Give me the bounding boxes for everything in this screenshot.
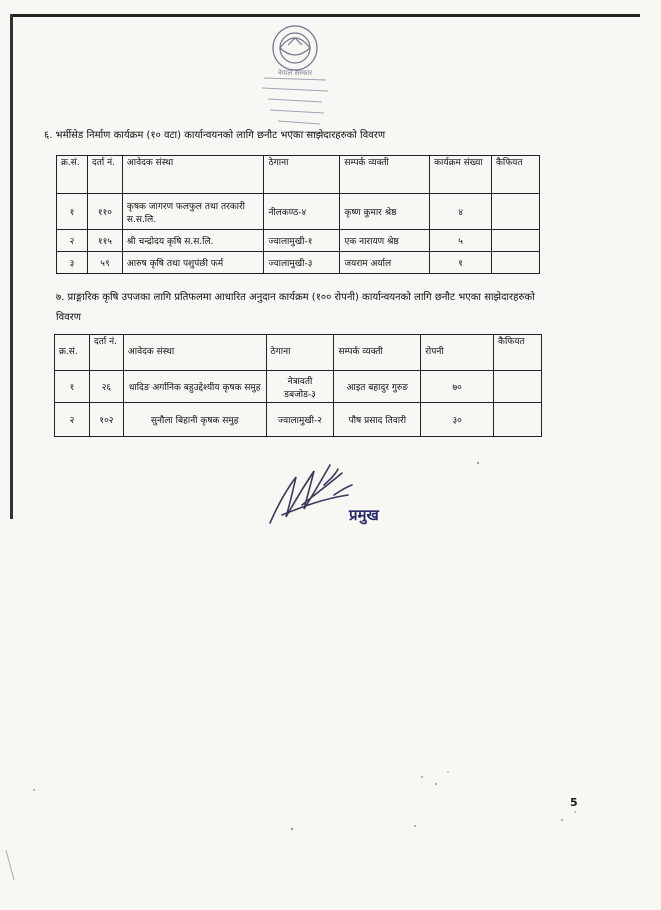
header-ropani: रोपनी xyxy=(421,335,494,371)
section-7-header-row xyxy=(55,335,542,371)
header-remarks: कैफियत xyxy=(494,335,542,371)
section-6-table xyxy=(56,155,540,274)
header-contact-person: सम्पर्क व्यक्ती xyxy=(340,156,430,194)
header-remarks: कैफियत xyxy=(491,156,539,194)
cell-contact-person: कृष्ण कुमार श्रेष्ठ xyxy=(340,194,430,230)
official-seal-stamp xyxy=(250,20,340,138)
cell-serial: २ xyxy=(57,230,88,252)
cell-remarks xyxy=(491,252,539,274)
cell-address: नेत्रावती डबजोड-३ xyxy=(266,371,334,403)
header-registration-no: दर्ता नं. xyxy=(89,335,123,371)
table-row xyxy=(55,371,542,403)
cell-remarks xyxy=(491,230,539,252)
page-number: 5 xyxy=(570,796,578,809)
cell-remarks xyxy=(494,403,542,437)
table-row xyxy=(57,230,540,252)
cell-address: नीलकण्ठ-४ xyxy=(264,194,340,230)
header-address: ठेगाना xyxy=(266,335,334,371)
cell-serial: १ xyxy=(55,371,90,403)
section-7-title: ७. प्राङ्गारिक कृषि उपजका लागि प्रतिफलमा आधारित अनुदान कार्यक्रम (१०० रोपनी) कार्यान्वयनको लागि छनौट भएका साझेदारहरुको विवरण xyxy=(56,292,535,323)
cell-contact-person: पौष प्रसाद तिवारी xyxy=(334,403,421,437)
cell-applicant-org: सुनौला बिहानी कृषक समुह xyxy=(123,403,266,437)
table-row xyxy=(57,194,540,230)
cell-program-count: ५ xyxy=(430,230,492,252)
svg-text:नेपाल सरकार: नेपाल सरकार xyxy=(277,69,313,77)
header-applicant-org: आवेदक संस्था xyxy=(123,335,266,371)
cell-registration-no: २६ xyxy=(89,371,123,403)
cell-registration-no: ११५ xyxy=(87,230,122,252)
cell-remarks xyxy=(491,194,539,230)
page-border-top xyxy=(10,14,640,17)
cell-program-count: १ xyxy=(430,252,492,274)
cell-applicant-org: श्री चन्द्रोदय कृषि स.स.लि. xyxy=(122,230,264,252)
cell-serial: १ xyxy=(57,194,88,230)
cell-registration-no: ११० xyxy=(87,194,122,230)
cell-contact-person: एक नारायण श्रेष्ठ xyxy=(340,230,430,252)
cell-contact-person: जयराम अर्याल xyxy=(340,252,430,274)
header-registration-no: दर्ता नं. xyxy=(87,156,122,194)
cell-address: ज्वालामुखी-२ xyxy=(266,403,334,437)
header-serial: क्र.सं. xyxy=(55,335,90,371)
cell-ropani: ३० xyxy=(421,403,494,437)
cell-applicant-org: आरुष कृषि तथा पशुपंछी फर्म xyxy=(122,252,264,274)
cell-serial: ३ xyxy=(57,252,88,274)
page-border-left xyxy=(10,14,13,519)
header-serial: क्र.सं. xyxy=(57,156,88,194)
cell-registration-no: ५९ xyxy=(87,252,122,274)
cell-applicant-org: धादिङ अर्गानिक बहुउद्देश्यीय कृषक समुह xyxy=(123,371,266,403)
cell-address: ज्वालामुखी-१ xyxy=(264,230,340,252)
header-applicant-org: आवेदक संस्था xyxy=(122,156,264,194)
header-contact-person: सम्पर्क व्यक्ती xyxy=(334,335,421,371)
cell-serial: २ xyxy=(55,403,90,437)
header-address: ठेगाना xyxy=(264,156,340,194)
signature-title-label: प्रमुख xyxy=(349,506,379,524)
table-row xyxy=(57,252,540,274)
section-7-table xyxy=(54,334,542,437)
cell-remarks xyxy=(494,371,542,403)
header-program-count: कार्यक्रम संख्या xyxy=(430,156,492,194)
cell-applicant-org: कृषक जागरण फलफुल तथा तरकारी स.स.लि. xyxy=(122,194,264,230)
cell-address: ज्वालामुखी-३ xyxy=(264,252,340,274)
cell-program-count: ४ xyxy=(430,194,492,230)
cell-registration-no: १०२ xyxy=(89,403,123,437)
table-row xyxy=(55,403,542,437)
cell-contact-person: आइत बहादुर गुरुङ xyxy=(334,371,421,403)
section-6-title: ६. भर्मीसेड निर्माण कार्यक्रम (१० वटा) कार्यान्वयनको लागि छनौट भएका साझेदारहरुको विवरण xyxy=(44,130,386,141)
cell-ropani: ७० xyxy=(421,371,494,403)
section-6-header-row xyxy=(57,156,540,194)
